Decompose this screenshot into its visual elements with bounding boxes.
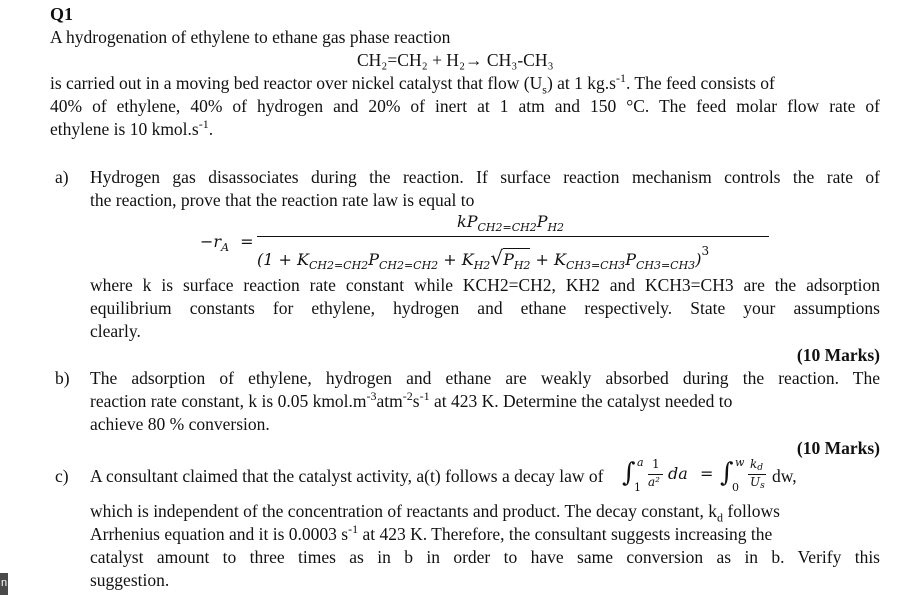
part-c-line-5: suggestion.: [90, 570, 170, 590]
question-title: Q1: [50, 4, 74, 24]
part-a-line-5: clearly.: [90, 321, 141, 341]
intro-line-3: 40% of ethylene, 40% of hydrogen and 20% of inert at 1 atm and 150 °C. The feed molar flow rate of: [50, 96, 880, 116]
part-a-line-3: where k is surface reaction rate constant while KCH2=CH2, KH2 and KCH3=CH3 are the adsorption: [90, 275, 880, 295]
part-c-line-1: A consultant claimed that the catalyst activity, a(t) follows a decay law of: [90, 466, 604, 486]
frac-1-denominator: a²: [648, 475, 660, 489]
integral-2-icon: ∫: [720, 458, 734, 488]
part-c-line-3: Arrhenius equation and it is 0.0003 $s^{-1}$ at 423 K. Therefore, the consultant suggests increasing the: [90, 522, 773, 544]
intro-line-2: is carried out in a moving bed reactor over nickel catalyst that flow $(U_s)$ at 1 $kg.s^{-1}$. The feed consists of: [50, 71, 775, 97]
part-c-label: c): [55, 466, 69, 486]
rate-law-denominator: $(1 + K_{CH2=CH2}P_{CH2=CH2} + K_{H2}√P_{H2} + K_{CH3=CH3}P_{CH3=CH3})^3$: [257, 243, 710, 272]
part-b-line-3: achieve 80 % conversion.: [90, 414, 270, 434]
part-a-label: a): [55, 167, 69, 187]
intro-line-1: A hydrogenation of ethylene to ethane gas phase reaction: [50, 27, 451, 47]
reaction-equation: CH₂=CH₂ + H₂→ CH₃-CH₃: [357, 50, 554, 70]
rate-law-numerator: $kP_{CH2=CH2}P_{H2}$: [457, 212, 565, 234]
integral-2-differential: dw,: [772, 466, 797, 486]
part-a-line-2: the reaction, prove that the reaction rate law is equal to: [90, 190, 475, 210]
part-c-line-2: which is independent of the concentration of reactants and product. The decay constant, $k_d$ follows: [90, 501, 780, 525]
frac-2-numerator: kd: [750, 457, 764, 473]
integral-icon: ∫: [622, 458, 636, 488]
part-a-line-4: equilibrium constants for ethylene, hydrogen and ethane respectively. State your assumptions: [90, 298, 880, 318]
rate-law-lhs: $-r_A$ =: [200, 232, 254, 254]
integral-1-lower: 1: [634, 481, 641, 494]
sqrt-icon: √: [490, 246, 504, 270]
intro-line-4: ethylene is 10 $kmol.s^{-1}$.: [50, 117, 214, 139]
integral-2-lower: 0: [732, 481, 739, 494]
part-a-line-1: Hydrogen gas disassociates during the reaction. If surface reaction mechanism controls the rate of: [90, 167, 880, 187]
page-edge-marker: [0, 573, 8, 595]
part-b-line-2: reaction rate constant, k is 0.05 $kmol.m^{-3}atm^{-2}s^{-1}$ at 423 K. Determine the catalyst needed to: [90, 389, 733, 411]
frac-2-denominator: Us: [750, 475, 765, 491]
part-b-marks: (10 Marks): [796, 438, 880, 458]
rate-law-fraction-bar: [257, 236, 769, 237]
part-b-line-1: The adsorption of ethylene, hydrogen and ethane are weakly absorbed during the reaction. The: [90, 368, 880, 388]
integral-1-differential: da: [668, 464, 688, 483]
part-a-marks: (10 Marks): [796, 345, 880, 365]
part-c-line-4: catalyst amount to three times as in b in order to have same conversion as in b. Verify this: [90, 547, 880, 567]
integral-2-upper: w: [735, 456, 745, 469]
integral-1-upper: a: [637, 456, 644, 469]
frac-1-numerator: 1: [652, 457, 660, 471]
equals-sign: =: [700, 464, 714, 483]
page-edge-marker-label: n: [1, 577, 8, 589]
part-b-label: b): [55, 368, 70, 388]
